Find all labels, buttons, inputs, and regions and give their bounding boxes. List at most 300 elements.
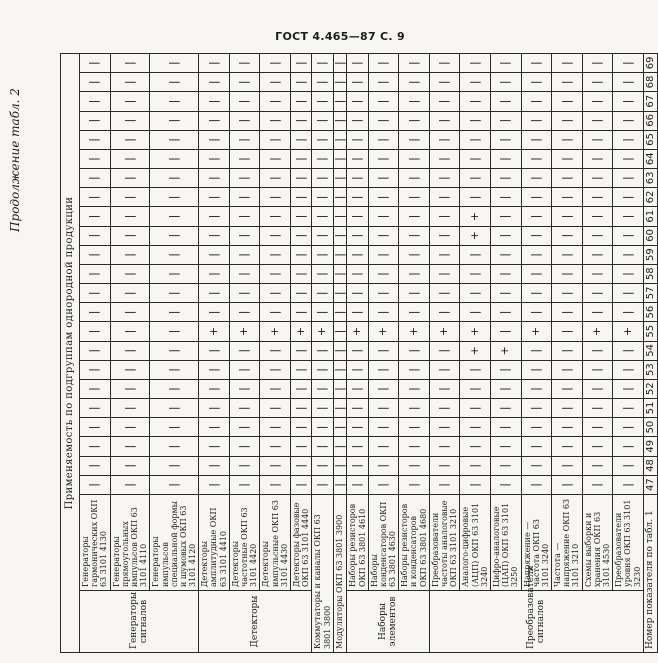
mark-cell: |	[80, 437, 111, 456]
mark-cell: |	[582, 111, 613, 130]
mark-cell: |	[521, 245, 552, 264]
mark-cell: |	[347, 149, 368, 168]
mark-cell: |	[552, 264, 583, 283]
item-header: Детекторы импульсные ОКП 63 3101 4430	[260, 495, 291, 591]
item-header: Коммутаторы и каналы ОКП 63 3801 3800	[312, 495, 333, 653]
mark-cell: |	[399, 130, 430, 149]
mark-cell: |	[80, 54, 111, 73]
mark-cell: |	[80, 149, 111, 168]
mark-cell: |	[399, 475, 430, 494]
mark-cell: |	[429, 188, 460, 207]
mark-cell: |	[110, 111, 150, 130]
mark-cell: |	[80, 418, 111, 437]
mark-cell: |	[110, 341, 150, 360]
mark-cell: |	[368, 92, 399, 111]
mark-cell: |	[110, 399, 150, 418]
mark-cell: |	[312, 149, 333, 168]
mark-cell: |	[312, 207, 333, 226]
indicator-number: 51	[643, 399, 658, 418]
mark-cell: |	[290, 111, 311, 130]
continuation-label-box	[4, 60, 26, 260]
item-header: Детекторы частотные ОКП 63 3101 4420	[229, 495, 260, 591]
mark-cell: |	[347, 456, 368, 475]
indicator-number: 57	[643, 284, 658, 303]
header-row	[552, 54, 583, 653]
rotated-table	[60, 53, 656, 653]
mark-cell: |	[613, 360, 644, 379]
mark-cell: |	[521, 341, 552, 360]
mark-cell: |	[199, 130, 230, 149]
indicator-number: 62	[643, 188, 658, 207]
mark-cell: |	[521, 188, 552, 207]
mark-cell: |	[312, 92, 333, 111]
mark-cell: |	[552, 111, 583, 130]
mark-cell: |	[312, 245, 333, 264]
mark-cell: |	[613, 303, 644, 322]
mark-cell: |	[613, 437, 644, 456]
mark-cell: +	[490, 341, 521, 360]
mark-cell: |	[429, 379, 460, 398]
mark-cell: |	[399, 284, 430, 303]
mark-cell: |	[199, 169, 230, 188]
mark-cell: |	[399, 111, 430, 130]
mark-cell: |	[347, 130, 368, 149]
mark-cell: |	[582, 169, 613, 188]
indicator-number: 48	[643, 456, 658, 475]
mark-cell: |	[429, 54, 460, 73]
mark-cell: |	[552, 379, 583, 398]
header-row	[80, 54, 111, 653]
mark-cell: |	[399, 92, 430, 111]
mark-cell: |	[582, 284, 613, 303]
mark-cell: |	[260, 475, 291, 494]
mark-cell: |	[260, 399, 291, 418]
mark-cell: |	[429, 284, 460, 303]
mark-cell: |	[260, 437, 291, 456]
mark-cell: |	[582, 207, 613, 226]
mark-cell: |	[582, 360, 613, 379]
mark-cell: |	[490, 379, 521, 398]
mark-cell: |	[150, 245, 199, 264]
mark-cell: |	[582, 379, 613, 398]
mark-cell: |	[347, 284, 368, 303]
mark-cell: |	[199, 284, 230, 303]
indicator-number: 60	[643, 226, 658, 245]
mark-cell: |	[552, 73, 583, 92]
mark-cell: |	[199, 379, 230, 398]
mark-cell: |	[229, 226, 260, 245]
rotated-table-wrapper	[60, 53, 656, 653]
super-header-row	[61, 54, 80, 653]
mark-cell: |	[312, 399, 333, 418]
indicator-number: 53	[643, 360, 658, 379]
mark-cell: |	[460, 456, 491, 475]
mark-cell: |	[290, 360, 311, 379]
item-header: Генераторы импульсов специальной формы и шумовых ОКП 63 3101 4120	[150, 495, 199, 591]
mark-cell: |	[521, 226, 552, 245]
mark-cell: |	[490, 169, 521, 188]
mark-cell: |	[552, 475, 583, 494]
mark-cell: |	[429, 341, 460, 360]
header-row	[312, 54, 333, 653]
mark-cell: |	[150, 73, 199, 92]
mark-cell: |	[399, 169, 430, 188]
mark-cell: +	[460, 341, 491, 360]
mark-cell: |	[460, 188, 491, 207]
mark-cell: |	[368, 149, 399, 168]
header-row	[150, 54, 199, 653]
mark-cell: |	[333, 54, 347, 73]
mark-cell: |	[460, 475, 491, 494]
mark-cell: |	[80, 399, 111, 418]
item-header: Наборы резисторов ОКП 63 3801 4610	[347, 495, 368, 591]
mark-cell: |	[80, 379, 111, 398]
mark-cell: |	[582, 54, 613, 73]
header-row	[333, 54, 347, 653]
mark-cell: |	[110, 418, 150, 437]
mark-cell: |	[260, 303, 291, 322]
mark-cell: |	[80, 92, 111, 111]
mark-cell: +	[582, 322, 613, 341]
mark-cell: |	[199, 437, 230, 456]
mark-cell: |	[490, 303, 521, 322]
mark-cell: +	[460, 207, 491, 226]
mark-cell: |	[552, 207, 583, 226]
mark-cell: +	[521, 322, 552, 341]
mark-cell: |	[399, 418, 430, 437]
mark-cell: |	[582, 245, 613, 264]
mark-cell: |	[110, 360, 150, 379]
mark-cell: |	[312, 264, 333, 283]
mark-cell: |	[333, 341, 347, 360]
mark-cell: |	[150, 264, 199, 283]
mark-cell: |	[80, 322, 111, 341]
mark-cell: |	[80, 207, 111, 226]
mark-cell: |	[229, 437, 260, 456]
mark-cell: |	[260, 188, 291, 207]
mark-cell: |	[552, 399, 583, 418]
mark-cell: |	[110, 169, 150, 188]
mark-cell: |	[260, 169, 291, 188]
mark-cell: |	[460, 92, 491, 111]
mark-cell: |	[613, 111, 644, 130]
mark-cell: |	[333, 111, 347, 130]
mark-cell: |	[229, 399, 260, 418]
mark-cell: |	[150, 379, 199, 398]
mark-cell: |	[399, 149, 430, 168]
mark-cell: |	[110, 92, 150, 111]
mark-cell: |	[429, 111, 460, 130]
indicator-number: 68	[643, 73, 658, 92]
mark-cell: |	[347, 360, 368, 379]
mark-cell: |	[429, 303, 460, 322]
item-header: Модуляторы ОКП 63 3801 3900	[333, 495, 347, 653]
mark-cell: |	[110, 437, 150, 456]
mark-cell: |	[368, 399, 399, 418]
mark-cell: |	[582, 475, 613, 494]
indicator-number: 50	[643, 418, 658, 437]
mark-cell: |	[460, 399, 491, 418]
mark-cell: |	[312, 169, 333, 188]
mark-cell: |	[110, 322, 150, 341]
mark-cell: |	[347, 399, 368, 418]
mark-cell: |	[199, 111, 230, 130]
mark-cell: |	[290, 475, 311, 494]
mark-cell: |	[333, 226, 347, 245]
page-header: ГОСТ 4.465—87 С. 9	[275, 30, 405, 43]
header-row	[490, 54, 521, 653]
mark-cell: |	[490, 264, 521, 283]
mark-cell: |	[368, 264, 399, 283]
mark-cell: |	[110, 303, 150, 322]
mark-cell: |	[229, 111, 260, 130]
mark-cell: |	[150, 92, 199, 111]
mark-cell: |	[582, 264, 613, 283]
mark-cell: |	[521, 475, 552, 494]
mark-cell: |	[312, 437, 333, 456]
mark-cell: |	[150, 169, 199, 188]
mark-cell: |	[260, 418, 291, 437]
mark-cell: |	[290, 73, 311, 92]
mark-cell: |	[80, 456, 111, 475]
mark-cell: |	[490, 207, 521, 226]
mark-cell: |	[199, 207, 230, 226]
mark-cell: |	[150, 456, 199, 475]
mark-cell: |	[260, 245, 291, 264]
mark-cell: |	[150, 226, 199, 245]
mark-cell: |	[368, 418, 399, 437]
mark-cell: |	[333, 284, 347, 303]
mark-cell: |	[290, 149, 311, 168]
mark-cell: |	[347, 303, 368, 322]
header-row	[399, 54, 430, 653]
mark-cell: |	[229, 360, 260, 379]
mark-cell: |	[110, 54, 150, 73]
mark-cell: |	[368, 360, 399, 379]
mark-cell: |	[613, 226, 644, 245]
mark-cell: |	[347, 188, 368, 207]
mark-cell: |	[490, 437, 521, 456]
mark-cell: |	[521, 437, 552, 456]
mark-cell: |	[150, 111, 199, 130]
mark-cell: |	[368, 188, 399, 207]
mark-cell: |	[552, 360, 583, 379]
mark-cell: |	[80, 264, 111, 283]
mark-cell: |	[199, 303, 230, 322]
mark-cell: |	[490, 111, 521, 130]
mark-cell: |	[150, 437, 199, 456]
group-header: Генераторы сигналов	[80, 591, 199, 653]
mark-cell: |	[429, 399, 460, 418]
super-header: Применяемость по подгруппам однородной продукции	[61, 54, 80, 653]
mark-cell: |	[290, 456, 311, 475]
mark-cell: |	[229, 475, 260, 494]
mark-cell: |	[312, 54, 333, 73]
mark-cell: |	[333, 418, 347, 437]
mark-cell: +	[460, 226, 491, 245]
mark-cell: |	[150, 188, 199, 207]
mark-cell: |	[368, 73, 399, 92]
mark-cell: |	[613, 418, 644, 437]
mark-cell: |	[490, 360, 521, 379]
mark-cell: |	[150, 418, 199, 437]
mark-cell: |	[110, 226, 150, 245]
mark-cell: |	[150, 207, 199, 226]
mark-cell: |	[552, 322, 583, 341]
mark-cell: |	[312, 188, 333, 207]
mark-cell: |	[552, 54, 583, 73]
mark-cell: |	[110, 188, 150, 207]
mark-cell: |	[290, 92, 311, 111]
mark-cell: |	[347, 169, 368, 188]
mark-cell: |	[290, 264, 311, 283]
mark-cell: |	[229, 456, 260, 475]
mark-cell: |	[552, 456, 583, 475]
mark-cell: |	[552, 245, 583, 264]
mark-cell: |	[490, 245, 521, 264]
mark-cell: |	[521, 360, 552, 379]
mark-cell: |	[290, 379, 311, 398]
mark-cell: |	[460, 264, 491, 283]
mark-cell: |	[521, 303, 552, 322]
mark-cell: |	[312, 475, 333, 494]
mark-cell: |	[347, 207, 368, 226]
mark-cell: |	[552, 149, 583, 168]
mark-cell: |	[312, 284, 333, 303]
mark-cell: |	[399, 399, 430, 418]
continuation-label: Продолжение табл. 2	[8, 88, 22, 232]
mark-cell: |	[229, 73, 260, 92]
mark-cell: |	[399, 207, 430, 226]
mark-cell: |	[199, 475, 230, 494]
header-row	[260, 54, 291, 653]
mark-cell: |	[613, 456, 644, 475]
mark-cell: |	[347, 379, 368, 398]
mark-cell: |	[613, 341, 644, 360]
mark-cell: |	[260, 130, 291, 149]
mark-cell: |	[199, 418, 230, 437]
mark-cell: |	[347, 475, 368, 494]
mark-cell: |	[229, 341, 260, 360]
mark-cell: |	[429, 149, 460, 168]
mark-cell: |	[552, 437, 583, 456]
mark-cell: +	[613, 322, 644, 341]
mark-cell: |	[429, 73, 460, 92]
mark-cell: |	[429, 456, 460, 475]
mark-cell: |	[290, 399, 311, 418]
mark-cell: |	[460, 284, 491, 303]
mark-cell: |	[110, 245, 150, 264]
mark-cell: |	[368, 130, 399, 149]
mark-cell: |	[333, 475, 347, 494]
mark-cell: |	[260, 341, 291, 360]
mark-cell: |	[290, 245, 311, 264]
mark-cell: |	[582, 456, 613, 475]
mark-cell: |	[312, 111, 333, 130]
mark-cell: |	[552, 418, 583, 437]
mark-cell: |	[290, 169, 311, 188]
mark-cell: |	[460, 418, 491, 437]
mark-cell: |	[399, 437, 430, 456]
item-header: Частота — напряжение ОКП 63 3101 3210	[552, 495, 583, 591]
header-row	[613, 54, 644, 653]
mark-cell: |	[333, 73, 347, 92]
mark-cell: |	[80, 188, 111, 207]
mark-cell: |	[333, 303, 347, 322]
item-header: Генераторы гармонических ОКП 63 3101 4130	[80, 495, 111, 591]
mark-cell: |	[399, 226, 430, 245]
indicator-number: 58	[643, 264, 658, 283]
mark-cell: |	[260, 207, 291, 226]
mark-cell: |	[429, 264, 460, 283]
mark-cell: |	[110, 475, 150, 494]
mark-cell: |	[368, 245, 399, 264]
mark-cell: |	[521, 130, 552, 149]
mark-cell: |	[552, 188, 583, 207]
mark-cell: |	[110, 456, 150, 475]
indicator-number: 65	[643, 130, 658, 149]
mark-cell: |	[80, 169, 111, 188]
item-header: Напряжение — частота ОКП 63 3101 3240	[521, 495, 552, 591]
mark-cell: |	[290, 303, 311, 322]
mark-cell: |	[110, 264, 150, 283]
mark-cell: |	[613, 54, 644, 73]
mark-cell: |	[521, 149, 552, 168]
mark-cell: |	[347, 341, 368, 360]
mark-cell: |	[229, 284, 260, 303]
mark-cell: |	[399, 245, 430, 264]
header-row	[368, 54, 399, 653]
mark-cell: +	[229, 322, 260, 341]
mark-cell: |	[199, 456, 230, 475]
mark-cell: |	[229, 130, 260, 149]
mark-cell: |	[199, 226, 230, 245]
mark-cell: |	[312, 73, 333, 92]
indicator-number-row	[643, 54, 658, 653]
mark-cell: |	[199, 341, 230, 360]
mark-cell: |	[613, 207, 644, 226]
mark-cell: |	[521, 379, 552, 398]
mark-cell: |	[260, 54, 291, 73]
mark-cell: |	[80, 130, 111, 149]
mark-cell: |	[582, 437, 613, 456]
item-header: Генераторы прямоугольных импульсов ОКП 63 3101 4110	[110, 495, 150, 591]
mark-cell: |	[290, 188, 311, 207]
mark-cell: |	[613, 399, 644, 418]
mark-cell: |	[582, 399, 613, 418]
mark-cell: |	[429, 169, 460, 188]
mark-cell: |	[521, 399, 552, 418]
mark-cell: |	[582, 149, 613, 168]
mark-cell: |	[368, 379, 399, 398]
mark-cell: |	[229, 245, 260, 264]
mark-cell: |	[429, 437, 460, 456]
mark-cell: |	[110, 130, 150, 149]
mark-cell: |	[460, 169, 491, 188]
indicator-number: 61	[643, 207, 658, 226]
mark-cell: |	[347, 437, 368, 456]
mark-cell: |	[150, 284, 199, 303]
mark-cell: |	[368, 456, 399, 475]
mark-cell: |	[399, 303, 430, 322]
mark-cell: |	[229, 54, 260, 73]
mark-cell: |	[199, 188, 230, 207]
mark-cell: |	[429, 130, 460, 149]
mark-cell: |	[290, 54, 311, 73]
mark-cell: |	[80, 284, 111, 303]
mark-cell: |	[333, 437, 347, 456]
mark-cell: |	[150, 303, 199, 322]
